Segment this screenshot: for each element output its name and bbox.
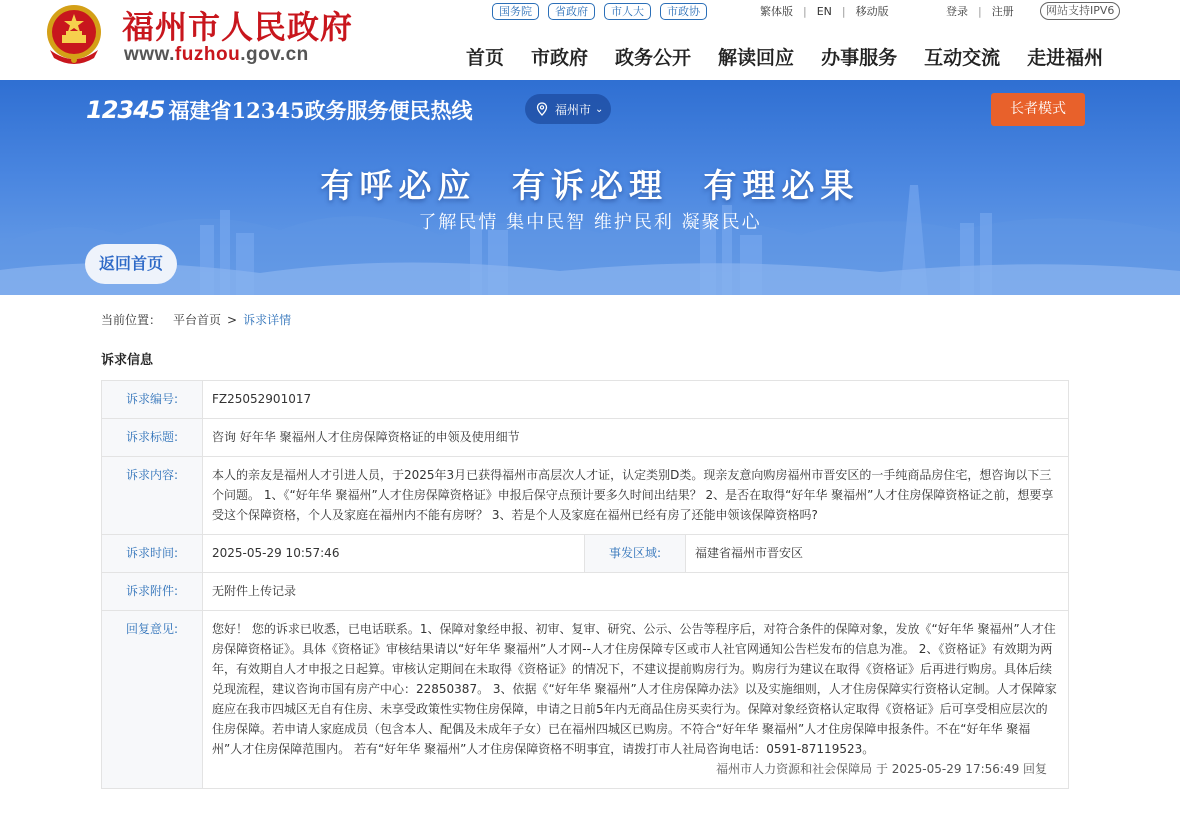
table-row bbox=[102, 381, 1069, 419]
nav-gov-affairs[interactable]: 政务公开 bbox=[615, 47, 692, 69]
request-content-label: 诉求内容: bbox=[102, 457, 203, 535]
traditional-chinese-link[interactable]: 繁体版 bbox=[760, 5, 793, 18]
hotline-number: 12345 bbox=[86, 96, 165, 124]
table-row bbox=[102, 535, 1069, 573]
nav-interaction[interactable]: 互动交流 bbox=[924, 47, 1001, 69]
attachment-value: 无附件上传记录 bbox=[203, 573, 1069, 611]
breadcrumb-home-link[interactable]: 平台首页 bbox=[173, 313, 222, 327]
breadcrumb-current: 诉求详情 bbox=[243, 313, 292, 327]
nav-home[interactable]: 首页 bbox=[466, 47, 505, 69]
divider: | bbox=[803, 4, 807, 18]
mobile-link[interactable]: 移动版 bbox=[855, 5, 889, 18]
ipv6-badge: 网站支持IPV6 bbox=[1040, 2, 1120, 20]
table-row bbox=[102, 573, 1069, 611]
request-title-label: 诉求标题: bbox=[102, 419, 203, 457]
slogan-main: 有呼必应 有诉必理 有理必果 bbox=[320, 166, 860, 205]
account-links bbox=[946, 3, 1014, 19]
chevron-down-icon: ⌄ bbox=[595, 103, 604, 115]
reply-cell bbox=[203, 611, 1069, 789]
request-id-label: 诉求编号: bbox=[102, 381, 203, 419]
hotline-title: 福建省12345政务服务便民热线 bbox=[168, 98, 473, 123]
hotline-logo bbox=[86, 95, 473, 125]
nav-about-fuzhou[interactable]: 走进福州 bbox=[1027, 47, 1104, 69]
request-title-value: 咨询 好年华 聚福州人才住房保障资格证的申领及使用细节 bbox=[203, 419, 1069, 457]
attachment-label: 诉求附件: bbox=[102, 573, 203, 611]
site-title[interactable]: 福州市人民政府 bbox=[122, 8, 354, 46]
request-id-value: FZ25052901017 bbox=[203, 381, 1069, 419]
register-link[interactable]: 注册 bbox=[991, 5, 1014, 18]
reply-text: 您好！ 您的诉求已收悉，已电话联系。1、保障对象经申报、初审、复审、研究、公示、公告等程序后，对符合条件的保障对象，发放《“好年华 聚福州”人才住房保障资格证》。具体《资格证》审核结果请以“好年华 聚福州”人才网--人才住房保障专区或市人社官网通知公告栏发布的信息为准。 2、《资格证》有效期为两年，有效期自人才申报之日起算。审核认定期间在未取得《资格证》的情况下，不建议提前购房行为。购房行为建议在取得《资格证》后再进行购房。具体后续兑现流程，建议咨询市国有房产中心：22850387。 3、依据《“好年华 聚福州”人才住房保障办法》以及实施细则，人才住房保障实行资格认定制。人才保障家庭应在我市四城区无自有住房、未享受政策性实物住房保障，申请之日前5年内无商品住房买卖行为。保障对象经资格认定取得《资格证》后可享受相应层次的住房保障。若申请人家庭成员（包含本人、配偶及未成年子女）已在福州四城区已购房。不符合“好年华 聚福州”人才住房保障申报条件。不在“好年华 聚福州”人才住房保障范围内。 若有“好年华 聚福州”人才住房保障资格不明事宜，请拨打市人社局咨询电话：0591-87119523。 bbox=[212, 622, 1057, 756]
request-content-value: 本人的亲友是福州人才引进人员，于2025年3月已获得福州市高层次人才证，认定类别D类。现亲友意向购房福州市晋安区的一手纯商品房住宅，想咨询以下三个问题。 1、《“好年华 聚福州”人才住房保障资格证》申报后保守点预计要多久时间出结果？ 2、是否在取得“好年华 聚福州”人才住房保障资格证之前，想要享受这个保障资格，个人及家庭在福州内不能有房呀？ 3、若是个人及家庭在福州已经有房了还能申领该保障资格吗? bbox=[203, 457, 1069, 535]
national-emblem-icon bbox=[42, 2, 106, 68]
login-link[interactable]: 登录 bbox=[946, 5, 968, 18]
main-nav bbox=[466, 43, 1103, 70]
site-header bbox=[0, 0, 1180, 80]
elder-mode-button[interactable]: 长者模式 bbox=[991, 93, 1085, 126]
location-pin-icon bbox=[535, 102, 549, 116]
gov-link-state-council[interactable]: 国务院 bbox=[492, 3, 539, 20]
site-url[interactable] bbox=[124, 44, 309, 66]
breadcrumb bbox=[101, 311, 291, 328]
request-time-label: 诉求时间: bbox=[102, 535, 203, 573]
request-detail-table bbox=[101, 380, 1069, 789]
city-select[interactable] bbox=[525, 94, 611, 124]
reply-signature: 福州市人力资源和社会保障局 于 2025-05-29 17:56:49 回复 bbox=[716, 762, 1048, 776]
gov-link-npc[interactable]: 市人大 bbox=[604, 3, 651, 20]
nav-city-government[interactable]: 市政府 bbox=[531, 47, 589, 69]
breadcrumb-label: 当前位置： bbox=[101, 313, 162, 327]
incident-area-value: 福建省福州市晋安区 bbox=[686, 535, 1069, 573]
request-time-value: 2025-05-29 10:57:46 bbox=[203, 535, 585, 573]
nav-services[interactable]: 办事服务 bbox=[821, 47, 898, 69]
hotline-banner bbox=[0, 80, 1180, 295]
table-row bbox=[102, 457, 1069, 535]
site-url-suffix: .gov.cn bbox=[240, 44, 309, 65]
gov-links bbox=[492, 3, 707, 20]
divider: | bbox=[978, 4, 982, 18]
table-row bbox=[102, 419, 1069, 457]
site-url-prefix: www. bbox=[124, 44, 175, 65]
breadcrumb-separator: > bbox=[227, 313, 238, 327]
incident-area-label: 事发区域: bbox=[585, 535, 686, 573]
gov-link-cppcc[interactable]: 市政协 bbox=[660, 3, 707, 20]
section-title: 诉求信息 bbox=[101, 353, 154, 368]
city-select-value: 福州市 bbox=[555, 102, 592, 117]
english-link[interactable]: EN bbox=[816, 4, 832, 18]
slogan-sub: 了解民情 集中民智 维护民利 凝聚民心 bbox=[418, 212, 762, 233]
utility-links bbox=[760, 3, 889, 19]
back-home-button[interactable]: 返回首页 bbox=[85, 244, 177, 284]
site-url-highlight: fuzhou bbox=[174, 44, 241, 65]
nav-interpretation[interactable]: 解读回应 bbox=[718, 47, 795, 69]
gov-link-province[interactable]: 省政府 bbox=[548, 3, 595, 20]
table-row bbox=[102, 611, 1069, 789]
divider: | bbox=[841, 4, 846, 18]
reply-label: 回复意见: bbox=[102, 611, 203, 789]
